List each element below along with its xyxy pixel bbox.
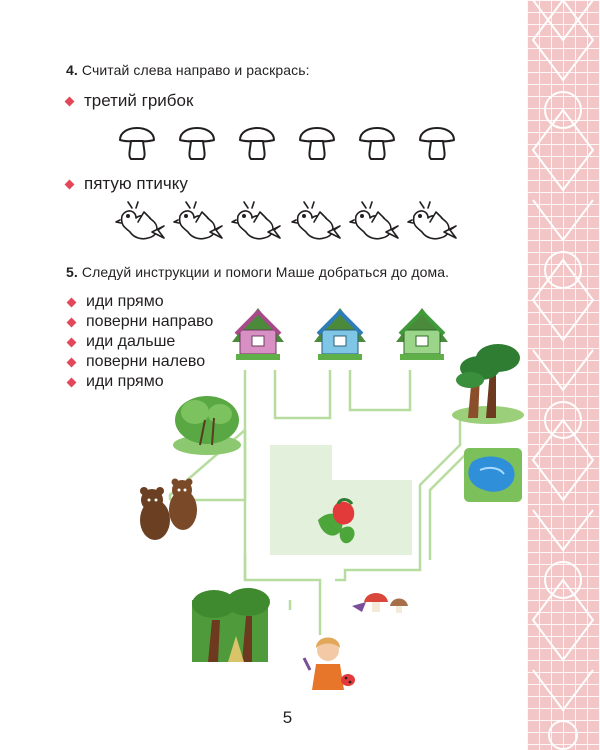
instruction-step-label: иди прямо — [86, 373, 164, 390]
instruction-step-label: поверни направо — [86, 313, 214, 330]
red-mushrooms-icon — [352, 593, 408, 613]
bears-icon — [140, 479, 197, 541]
girl-character-icon — [304, 638, 355, 691]
task-4-text: Считай слева направо и раскрась: — [81, 62, 310, 78]
forest-icon — [192, 588, 270, 662]
instruction-step-label: иди дальше — [86, 333, 176, 350]
pink-house-icon[interactable] — [232, 308, 284, 360]
decorative-side-stripe — [527, 0, 600, 750]
task-4-item-2-label: пятую птичку — [84, 174, 188, 193]
blue-house-icon[interactable] — [314, 308, 366, 360]
task-5-number: 5. — [66, 264, 78, 280]
task-5-text: Следуй инструкции и помоги Маше добраться до дома. — [81, 264, 450, 280]
task-4-item-1-label: третий грибок — [84, 91, 194, 110]
instruction-step-label: иди прямо — [86, 293, 164, 310]
pond-icon — [464, 448, 522, 502]
green-house-icon[interactable] — [396, 308, 448, 360]
task-4-number: 4. — [66, 62, 78, 78]
bush-icon — [173, 396, 241, 455]
page-number: 5 — [282, 708, 293, 727]
pine-trees-icon — [452, 344, 524, 424]
instruction-step-label: поверни налево — [86, 353, 206, 370]
